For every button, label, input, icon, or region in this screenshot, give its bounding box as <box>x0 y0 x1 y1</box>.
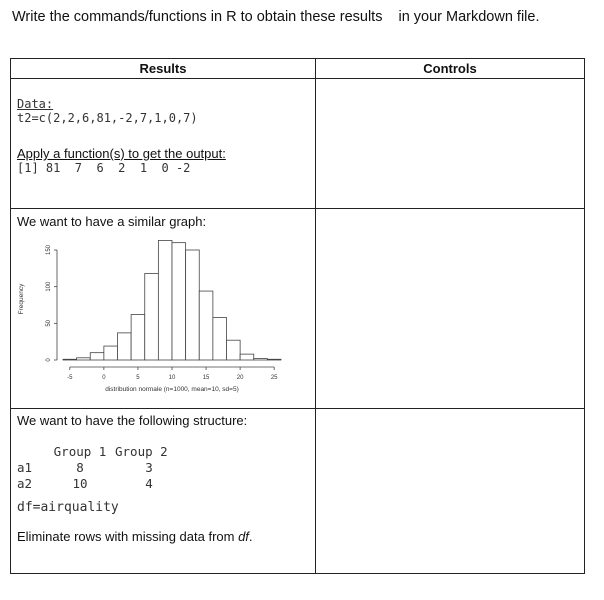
x-tick-label: 10 <box>168 375 176 381</box>
histogram-bar <box>240 354 254 360</box>
histogram-bar <box>213 317 227 360</box>
graph-prompt: We want to have a similar graph: <box>17 214 207 229</box>
controls-column-header: Controls <box>316 59 585 79</box>
structure-prompt: We want to have the following structure: <box>17 413 248 428</box>
header-group-2: Group 2 <box>115 444 168 459</box>
data-label: Data: <box>17 97 54 111</box>
heading-text-right: in your Markdown file. <box>398 9 540 25</box>
histogram-bar <box>227 340 241 360</box>
y-tick-label: 50 <box>46 319 52 327</box>
heading-text-left: Write the commands/functions in R to obtain these results <box>12 9 383 25</box>
results-cell-structure <box>11 409 316 574</box>
results-controls-table <box>10 58 585 574</box>
histogram-figure <box>11 229 315 399</box>
df-code: df=airquality <box>17 500 119 515</box>
y-tick-label: 100 <box>46 281 52 292</box>
histogram-bar <box>118 333 132 360</box>
histogram-bar <box>90 353 104 360</box>
apply-label: Apply a function(s) to get the output: <box>17 146 226 161</box>
controls-cell-graph[interactable] <box>316 209 585 409</box>
row-name: a1 <box>17 460 33 475</box>
output-line: [1] 81 7 6 2 1 0 -2 <box>17 161 191 175</box>
x-tick-label: 0 <box>102 375 106 381</box>
x-tick-label: 20 <box>236 375 244 381</box>
cell-value: 3 <box>145 460 153 475</box>
histogram-bar <box>104 346 118 360</box>
histogram-bar <box>131 315 145 360</box>
x-axis-title: distribution normale (n=1000, mean=10, sd=5) <box>105 386 239 393</box>
table-row-structure <box>11 409 585 574</box>
table-row-data <box>11 79 585 209</box>
results-cell-data <box>11 79 316 209</box>
histogram-bar <box>158 240 172 360</box>
y-axis-title: Frequency <box>18 283 25 315</box>
results-column-header: Results <box>11 59 316 79</box>
cell-value: 8 <box>76 460 84 475</box>
structure-matrix <box>11 428 315 492</box>
controls-cell-structure[interactable] <box>316 409 585 574</box>
header-group-1: Group 1 <box>53 444 107 459</box>
page-heading <box>12 9 540 25</box>
x-tick-label: 15 <box>202 375 210 381</box>
x-tick-label: -5 <box>67 375 73 381</box>
table-row-graph <box>11 209 585 409</box>
histogram-chart <box>11 229 315 399</box>
cell-value: 4 <box>145 476 153 491</box>
histogram-bar <box>63 359 77 360</box>
cell-value: 10 <box>72 476 88 491</box>
row-name: a2 <box>17 476 33 491</box>
x-tick-label: 5 <box>136 375 140 381</box>
histogram-bar <box>199 291 213 360</box>
histogram-bar <box>172 243 186 360</box>
histogram-bar <box>145 273 159 360</box>
y-tick-label: 0 <box>46 358 52 362</box>
results-cell-graph <box>11 209 316 409</box>
histogram-bar <box>186 250 200 360</box>
instruction-text: Eliminate rows with missing data from df. <box>17 529 253 544</box>
controls-cell-data[interactable] <box>316 79 585 209</box>
histogram-bar <box>267 359 281 360</box>
histogram-bar <box>254 359 268 360</box>
data-code: t2=c(2,2,6,81,-2,7,1,0,7) <box>17 111 198 125</box>
table-header-row <box>11 59 585 79</box>
instruction-var: df <box>238 529 249 544</box>
y-tick-label: 150 <box>46 244 52 256</box>
histogram-bar <box>77 358 91 360</box>
x-tick-label: 25 <box>270 375 278 381</box>
